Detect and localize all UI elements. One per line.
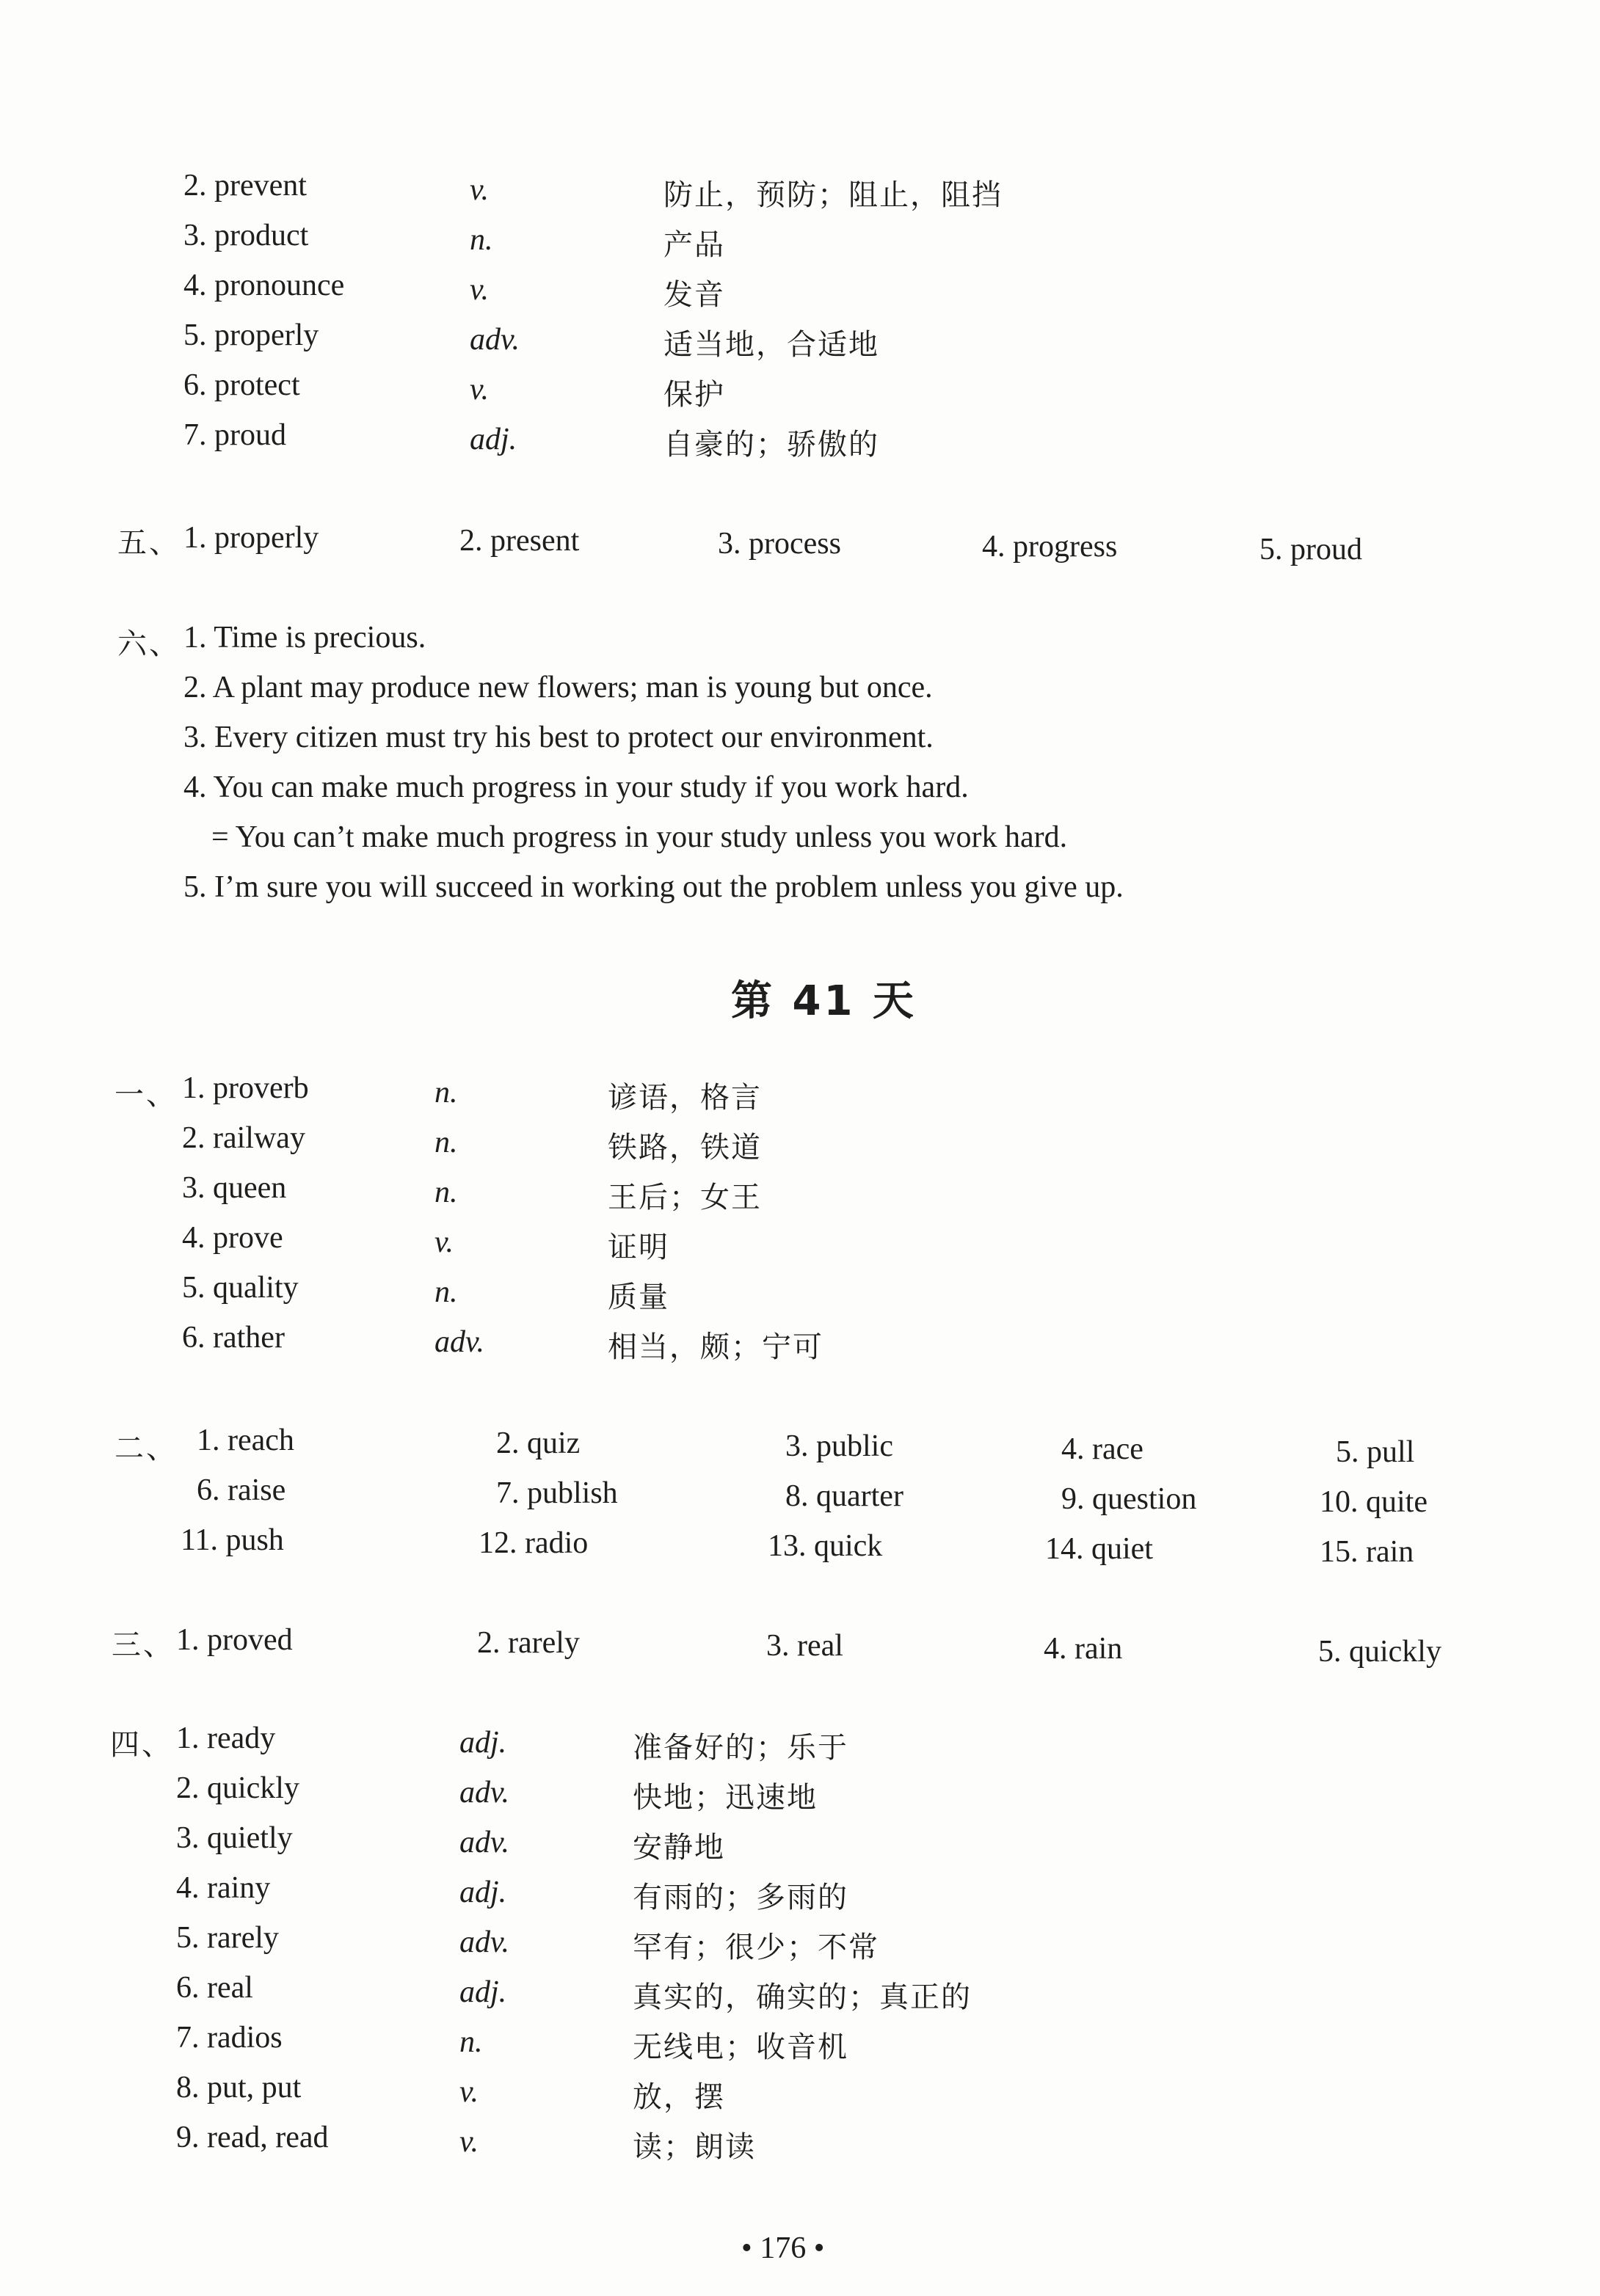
answer: 6. raise	[197, 1473, 286, 1507]
answer: 14. quiet	[1045, 1532, 1153, 1566]
vocab-meaning: 防止，预防；阻止，阻挡	[663, 178, 1003, 212]
vocab-word: 3. queen	[182, 1171, 287, 1205]
vocab-meaning: 质量	[608, 1280, 669, 1314]
answer: 5. proud	[1259, 533, 1362, 566]
vocab-pos: n.	[434, 1076, 458, 1109]
sentence: 5. I’m sure you will succeed in working out the problem unless you give up.	[183, 870, 1124, 904]
vocab-meaning: 相当，颇；宁可	[608, 1330, 823, 1364]
answer: 4. rain	[1044, 1632, 1123, 1666]
vocab-word: 5. properly	[183, 318, 319, 352]
vocab-meaning: 适当地，合适地	[663, 328, 879, 362]
sentence: 1. Time is precious.	[183, 621, 426, 655]
section-mark: 一、	[114, 1078, 178, 1112]
sentence: 4. You can make much progress in your study if you work hard.	[183, 770, 969, 804]
answer: 5. quickly	[1318, 1635, 1441, 1669]
vocab-meaning: 罕有；很少；不常	[633, 1931, 879, 1964]
answer: 10. quite	[1320, 1485, 1428, 1519]
vocab-pos: n.	[434, 1126, 458, 1159]
vocab-word: 6. real	[176, 1971, 253, 2005]
page-title: 第 41 天	[731, 977, 917, 1025]
answer: 1. properly	[183, 521, 319, 555]
vocab-word: 2. prevent	[183, 169, 307, 203]
vocab-pos: adj.	[459, 1975, 507, 2009]
vocab-word: 4. pronounce	[183, 269, 345, 302]
vocab-meaning: 保护	[663, 378, 725, 412]
vocab-word: 4. prove	[182, 1221, 283, 1255]
vocab-pos: adv.	[434, 1325, 485, 1359]
vocab-word: 3. quietly	[176, 1821, 293, 1855]
vocab-meaning: 无线电；收音机	[633, 2030, 848, 2064]
answer: 11. push	[181, 1523, 284, 1557]
answer: 2. present	[459, 524, 580, 558]
vocab-pos: adj.	[470, 423, 517, 456]
answer: 4. progress	[982, 530, 1118, 564]
vocab-pos: adv.	[459, 1826, 510, 1859]
vocab-meaning: 证明	[608, 1231, 669, 1264]
vocab-word: 8. put, put	[176, 2071, 302, 2104]
section-mark: 五、	[117, 526, 181, 560]
vocab-pos: adj.	[459, 1726, 507, 1760]
vocab-meaning: 安静地	[633, 1831, 725, 1865]
vocab-meaning: 真实的，确实的；真正的	[633, 1980, 972, 2014]
sentence: 3. Every citizen must try his best to protect our environment.	[183, 721, 934, 754]
vocab-word: 5. quality	[182, 1271, 299, 1305]
answer: 7. publish	[496, 1476, 618, 1510]
vocab-word: 5. rarely	[176, 1921, 279, 1955]
vocab-pos: v.	[470, 173, 490, 207]
vocab-pos: n.	[434, 1176, 458, 1209]
vocab-pos: v.	[459, 2125, 479, 2159]
vocab-word: 1. ready	[176, 1721, 276, 1755]
vocab-meaning: 准备好的；乐于	[633, 1731, 848, 1765]
answer: 12. radio	[479, 1526, 589, 1560]
vocab-pos: v.	[434, 1225, 454, 1259]
answer: 3. public	[785, 1429, 893, 1463]
vocab-meaning: 快地；迅速地	[633, 1781, 818, 1815]
vocab-meaning: 产品	[663, 228, 725, 262]
vocab-word: 6. rather	[182, 1321, 285, 1355]
vocab-meaning: 读；朗读	[633, 2130, 756, 2164]
answer: 3. process	[718, 527, 841, 561]
vocab-meaning: 发音	[663, 278, 725, 312]
sentence: 2. A plant may produce new flowers; man is young but once.	[183, 671, 933, 704]
answer: 2. quiz	[496, 1426, 581, 1460]
answer: 1. reach	[197, 1424, 294, 1457]
vocab-pos: adv.	[459, 1925, 510, 1959]
answer: 2. rarely	[477, 1626, 580, 1660]
vocab-word: 9. read, read	[176, 2121, 329, 2154]
vocab-word: 1. proverb	[182, 1071, 309, 1105]
vocab-pos: adv.	[459, 1776, 510, 1810]
answer: 13. quick	[768, 1529, 883, 1563]
vocab-word: 2. railway	[182, 1121, 305, 1155]
vocab-word: 3. product	[183, 219, 309, 252]
vocab-pos: n.	[459, 2025, 483, 2059]
section-mark: 二、	[114, 1432, 178, 1465]
vocab-meaning: 王后；女王	[608, 1181, 762, 1214]
vocab-word: 7. proud	[183, 418, 286, 452]
vocab-pos: v.	[470, 273, 490, 307]
vocab-word: 4. rainy	[176, 1871, 271, 1905]
answer: 8. quarter	[785, 1479, 903, 1513]
answer: 1. proved	[176, 1623, 293, 1657]
vocab-pos: v.	[459, 2075, 479, 2109]
vocab-meaning: 有雨的；多雨的	[633, 1881, 848, 1914]
page-number: • 176 •	[741, 2231, 825, 2265]
answer: 3. real	[766, 1629, 843, 1663]
vocab-word: 6. protect	[183, 368, 300, 402]
vocab-pos: n.	[470, 223, 493, 257]
vocab-meaning: 铁路，铁道	[608, 1131, 762, 1165]
answer: 9. question	[1061, 1482, 1197, 1516]
section-mark: 三、	[112, 1628, 175, 1662]
vocab-pos: v.	[470, 373, 490, 407]
answer: 4. race	[1061, 1432, 1143, 1466]
vocab-meaning: 自豪的；骄傲的	[663, 428, 879, 462]
vocab-meaning: 谚语，格言	[608, 1081, 762, 1115]
answer: 5. pull	[1336, 1435, 1415, 1469]
vocab-word: 7. radios	[176, 2021, 283, 2055]
vocab-pos: n.	[434, 1275, 458, 1309]
vocab-meaning: 放，摆	[633, 2080, 725, 2114]
section-mark: 四、	[110, 1728, 173, 1762]
section-mark: 六、	[117, 627, 181, 661]
sentence: = You can’t make much progress in your study unless you work hard.	[211, 820, 1068, 854]
vocab-pos: adj.	[459, 1876, 507, 1909]
vocab-pos: adv.	[470, 323, 520, 357]
vocab-word: 2. quickly	[176, 1771, 299, 1805]
answer: 15. rain	[1320, 1535, 1414, 1569]
